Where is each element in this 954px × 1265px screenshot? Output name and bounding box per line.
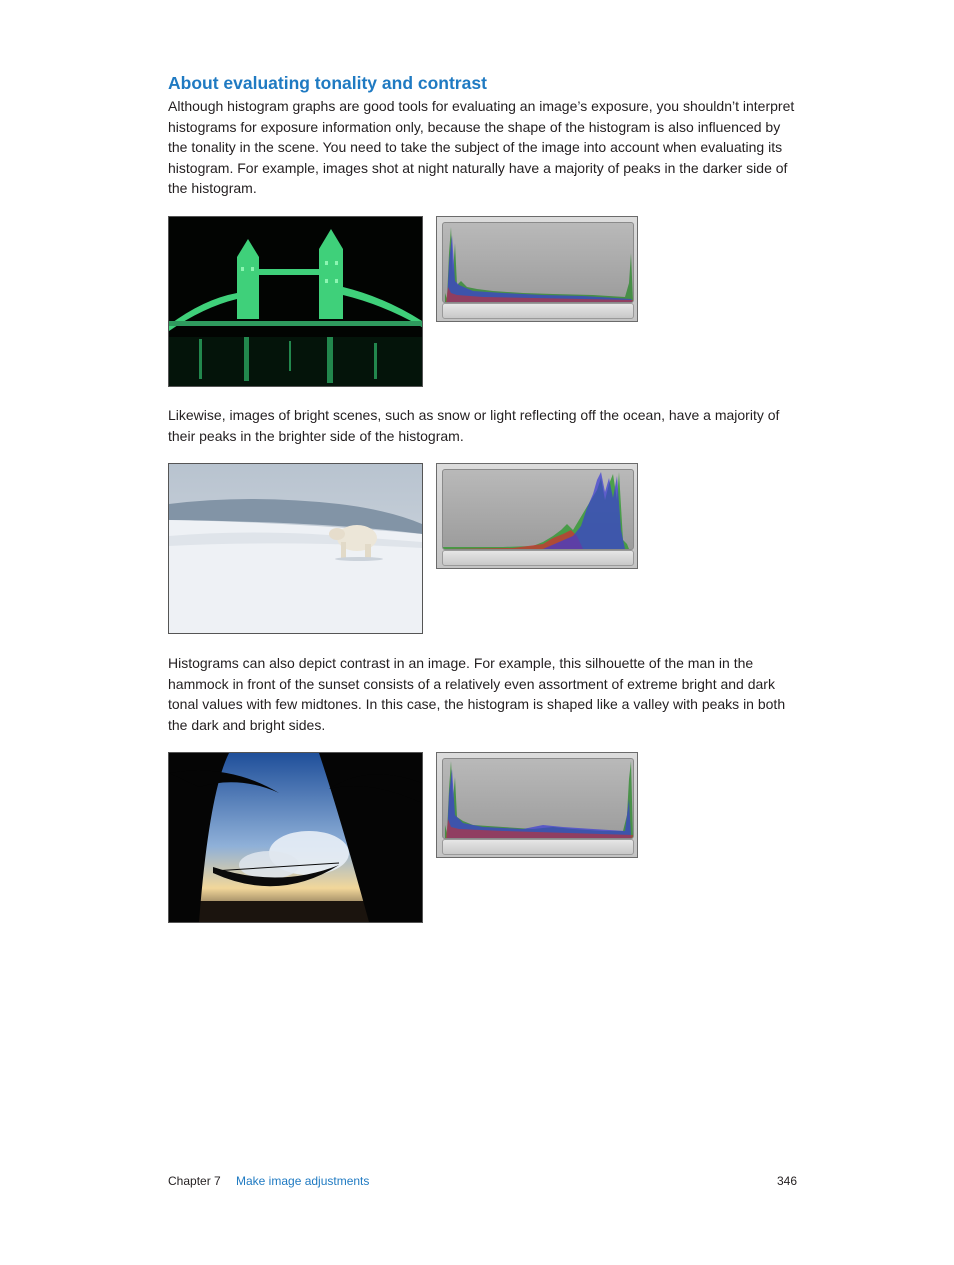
histogram-contrast	[436, 752, 638, 858]
histogram-contrast-bar	[442, 839, 634, 855]
footer-page-number: 346	[777, 1174, 798, 1188]
footer-chapter: Chapter 7	[168, 1174, 221, 1188]
histogram-contrast-plot	[442, 758, 634, 839]
hammock-sunset-photo	[168, 752, 423, 923]
histogram-night-bar	[442, 303, 634, 319]
histogram-bright	[436, 463, 638, 569]
paragraph-bright: Likewise, images of bright scenes, such as snow or light reflecting off the ocean, have a majority of their peaks in the brighter side of the histogram.	[168, 407, 780, 444]
histogram-night-plot	[442, 222, 634, 303]
night-bridge-photo	[168, 216, 423, 387]
paragraph-contrast: Histograms can also depict contrast in an image. For example, this silhouette of the man in the hammock in front of the sunset consists of a relatively even assortment of extreme bright and dark tonal values with few midtones. In this case, the histogram is shaped like a valley with peaks in both the dark and bright sides.	[168, 655, 786, 733]
footer-chapter-title-link[interactable]: Make image adjustments	[236, 1174, 370, 1188]
histogram-bright-bar	[442, 550, 634, 566]
histogram-night	[436, 216, 638, 322]
section-heading: About evaluating tonality and contrast	[168, 73, 487, 93]
polar-bear-photo	[168, 463, 423, 634]
paragraph-intro: Although histogram graphs are good tools for evaluating an image’s exposure, you shouldn’t interpret histograms for exposure information only, because the shape of the histogram is also influenced by the tonality in the scene. You need to take the subject of the image into account when evaluating its histogram. For example, images shot at night naturally have a majority of peaks in the darker side of the histogram.	[168, 98, 795, 197]
histogram-bright-plot	[442, 469, 634, 550]
